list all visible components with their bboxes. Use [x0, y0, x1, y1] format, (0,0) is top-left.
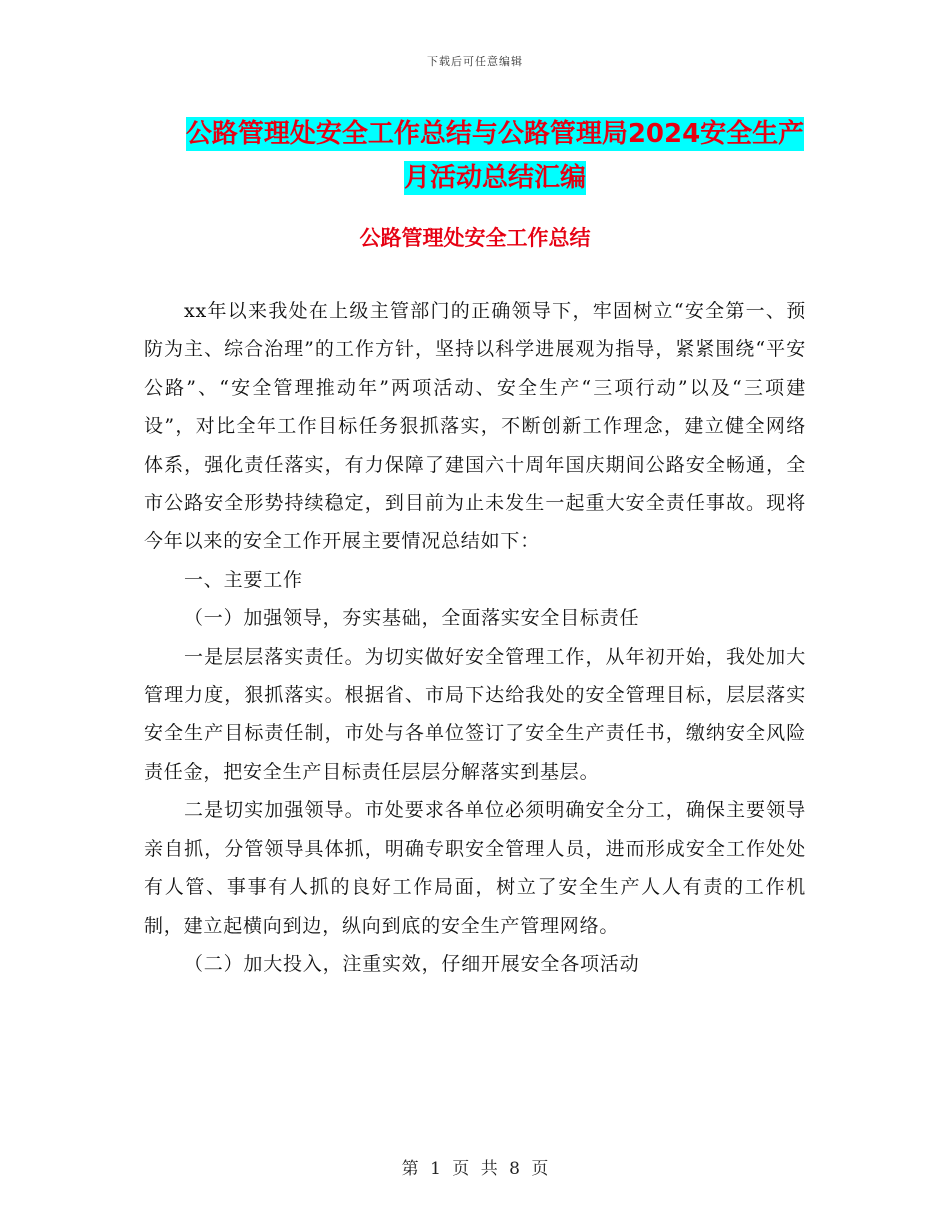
paragraph-intro: xx年以来我处在上级主管部门的正确领导下，牢固树立“安全第一、预防为主、综合治理”的工作方针，坚持以科学进展观为指导，紧紧围绕“平安公路”、“安全管理推动年”两项活动、安全生产“三项行动”以及“三项建设”，对比全年工作目标任务狠抓落实，不断创新工作理念，建立健全网络体系，强化责任落实，有力保障了建国六十周年国庆期间公路安全畅通，全市公路安全形势持续稳定，到目前为止未发生一起重大安全责任事故。现将今年以来的安全工作开展主要情况总结如下：	[144, 300, 806, 553]
subheading-2: （二）加大投入，注重实效，仔细开展安全各项活动	[184, 952, 640, 975]
title-line-1: 公路管理处安全工作总结与公路管理局2024安全生产	[185, 119, 805, 149]
heading-main-work: 一、主要工作	[184, 568, 303, 591]
paragraph-leadership: 二是切实加强领导。市处要求各单位必须明确安全分工，确保主要领导亲自抓，分管领导具体抓，明确专职安全管理人员，进而形成安全工作处处有人管、事事有人抓的良好工作局面，树立了安全生产人人有责的工作机制，建立起横向到边，纵向到底的安全生产管理网络。	[144, 799, 806, 937]
body-text	[144, 292, 806, 983]
paragraph-responsibility: 一是层层落实责任。为切实做好安全管理工作，从年初开始，我处加大管理力度，狠抓落实。根据省、市局下达给我处的安全管理目标，层层落实安全生产目标责任制，市处与各单位签订了安全生产责任书，缴纳安全风险责任金，把安全生产目标责任层层分解落实到基层。	[144, 645, 806, 783]
document-title	[145, 112, 845, 200]
section-title: 公路管理处安全工作总结	[359, 226, 591, 250]
page-number: 第 1 页 共 8 页	[401, 1159, 549, 1179]
title-line-2: 月活动总结汇编	[403, 163, 586, 193]
header-note: 下载后可任意编辑	[427, 55, 523, 68]
subheading-1: （一）加强领导，夯实基础，全面落实安全目标责任	[184, 607, 640, 630]
